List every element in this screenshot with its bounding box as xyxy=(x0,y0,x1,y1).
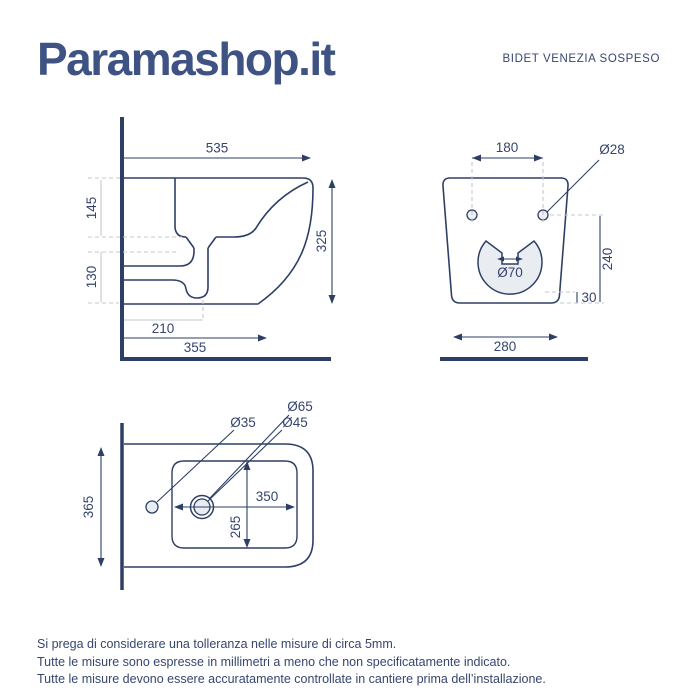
arrowhead xyxy=(549,334,558,341)
arrowhead xyxy=(244,539,251,548)
site-logo: Paramashop.it xyxy=(37,33,335,85)
dim-535-label: 535 xyxy=(205,140,229,156)
top-view-diagram xyxy=(81,399,313,590)
dim-30-label: 30 xyxy=(581,290,597,305)
arrowhead xyxy=(98,447,105,456)
dim-355-label: 355 xyxy=(183,340,207,355)
bidet-side-outline xyxy=(124,178,313,304)
dim-280-label: 280 xyxy=(493,339,517,354)
dia-35-label: Ø35 xyxy=(230,415,256,430)
arrowhead xyxy=(98,558,105,567)
trap-pipe-inner xyxy=(124,248,194,266)
dim-240-label: 240 xyxy=(600,247,615,271)
arrowhead xyxy=(286,504,295,511)
arrowhead xyxy=(453,334,462,341)
dim-145-label: 145 xyxy=(84,196,99,220)
dia-45-label: Ø45 xyxy=(282,415,308,430)
product-title: BIDET VENEZIA SOSPESO xyxy=(502,53,660,65)
arrowhead xyxy=(329,295,336,304)
dia-28-label: Ø28 xyxy=(599,142,625,157)
dia-65-label: Ø65 xyxy=(287,399,313,414)
arrowhead xyxy=(174,504,183,511)
arrowhead xyxy=(258,335,267,342)
dim-365-label: 365 xyxy=(81,495,96,519)
extension-lines xyxy=(88,178,203,320)
basin-inner-left xyxy=(175,178,186,237)
dia-35-leader xyxy=(157,430,234,502)
dim-130-label: 130 xyxy=(84,265,99,289)
dim-210-label: 210 xyxy=(151,321,175,336)
tap-hole xyxy=(146,501,158,513)
basin-inner-back-curve xyxy=(216,182,308,237)
arrowhead xyxy=(472,155,481,162)
note-line: Tutte le misure devono essere accuratamente controllate in cantiere prima dell’installazione. xyxy=(37,672,546,686)
dim-325-label: 325 xyxy=(314,229,329,253)
tolerance-notes xyxy=(37,636,546,689)
dim-350-label: 350 xyxy=(255,489,279,504)
dim-180-label: 180 xyxy=(495,140,519,155)
side-view-diagram xyxy=(84,117,336,361)
rear-view-diagram xyxy=(440,140,625,359)
dia-70-label: Ø70 xyxy=(497,265,523,280)
note-line: Si prega di considerare una tolleranza nelle misure di circa 5mm. xyxy=(37,637,397,651)
dim-265-label: 265 xyxy=(228,515,243,539)
arrowhead xyxy=(329,179,336,188)
note-line: Tutte le misure sono espresse in millimetri a meno che non specificatamente indicato. xyxy=(37,654,511,669)
trap-pipe-outer xyxy=(124,248,208,298)
arrowhead xyxy=(534,155,543,162)
arrowhead xyxy=(302,155,311,162)
drain-funnel xyxy=(186,237,216,248)
